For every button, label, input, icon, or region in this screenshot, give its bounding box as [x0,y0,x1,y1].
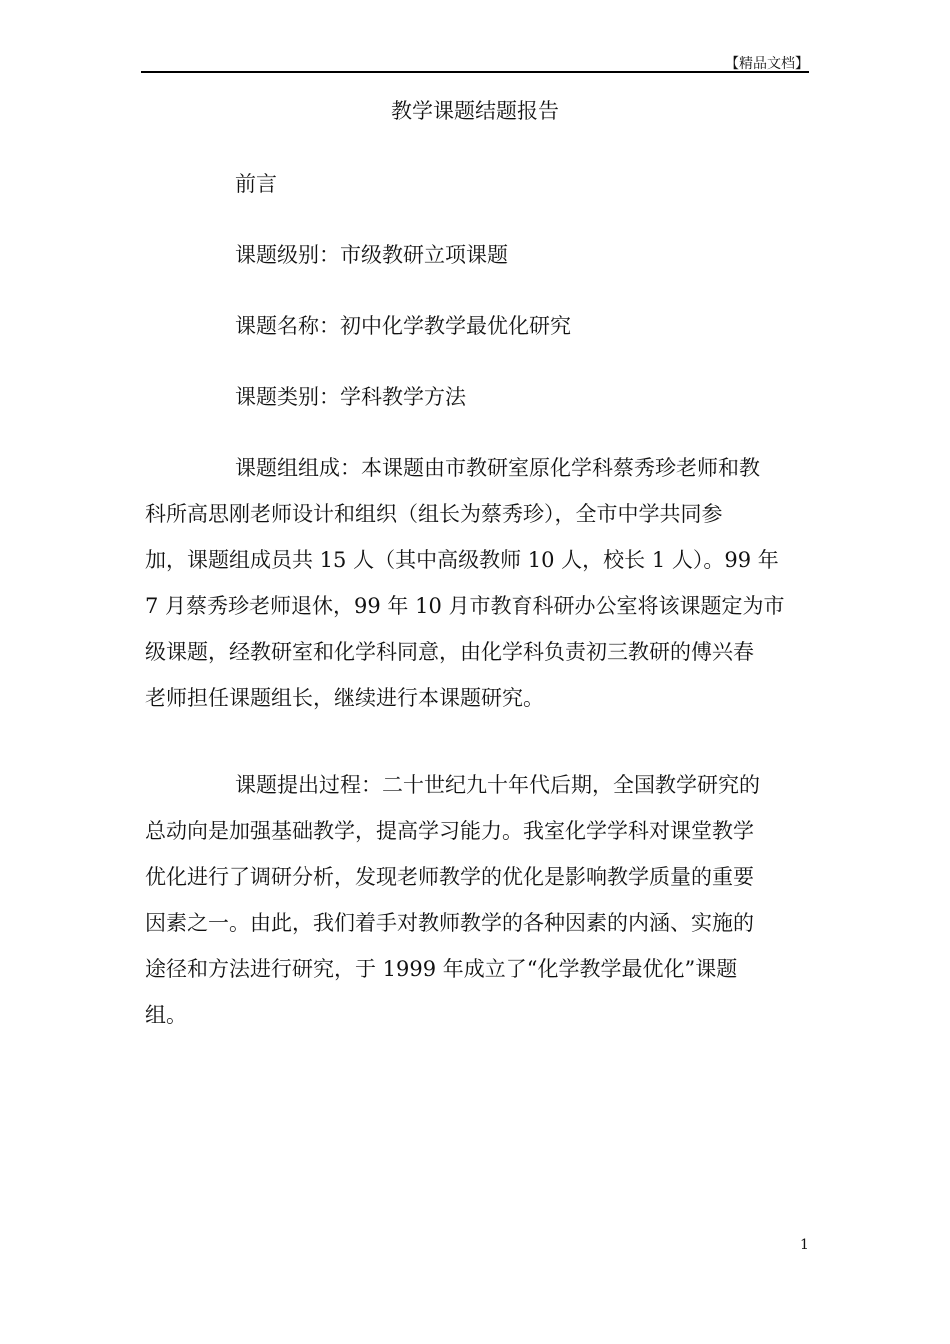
paragraph-line: 科所高思刚老师设计和组织（组长为蔡秀珍），全市中学共同参 [145,502,723,526]
paragraph-line: 级课题，经教研室和化学科同意，由化学科负责初三教研的傅兴春 [145,640,754,664]
proposal-process-paragraph [145,762,805,1038]
paragraph-line: 优化进行了调研分析，发现老师教学的优化是影响教学质量的重要 [145,865,754,889]
preface-heading: 前言 [235,172,277,196]
project-level: 课题级别：市级教研立项课题 [235,243,508,267]
document-title: 教学课题结题报告 [391,99,559,123]
header-tag: 【精品文档】 [725,56,809,72]
group-composition-paragraph [145,445,805,721]
project-category: 课题类别：学科教学方法 [235,385,466,409]
page-number: 1 [800,1237,809,1253]
paragraph-line: 组。 [145,1003,187,1027]
paragraph-line: 老师担任课题组长，继续进行本课题研究。 [145,686,544,710]
paragraph-line: 途径和方法进行研究，于 1999 年成立了“化学教学最优化”课题 [145,957,738,981]
paragraph-line: 课题提出过程：二十世纪九十年代后期，全国教学研究的 [235,773,760,797]
paragraph-line: 总动向是加强基础教学，提高学习能力。我室化学学科对课堂教学 [145,819,754,843]
paragraph-line: 课题组组成：本课题由市教研室原化学科蔡秀珍老师和教 [235,456,760,480]
paragraph-line: 因素之一。由此，我们着手对教师教学的各种因素的内涵、实施的 [145,911,754,935]
header-divider [141,71,809,73]
paragraph-line: 加，课题组成员共 15 人（其中高级教师 10 人，校长 1 人）。99 年 [145,548,779,572]
project-name: 课题名称：初中化学教学最优化研究 [235,314,571,338]
paragraph-line: 7 月蔡秀珍老师退休，99 年 10 月市教育科研办公室将该课题定为市 [145,594,785,618]
